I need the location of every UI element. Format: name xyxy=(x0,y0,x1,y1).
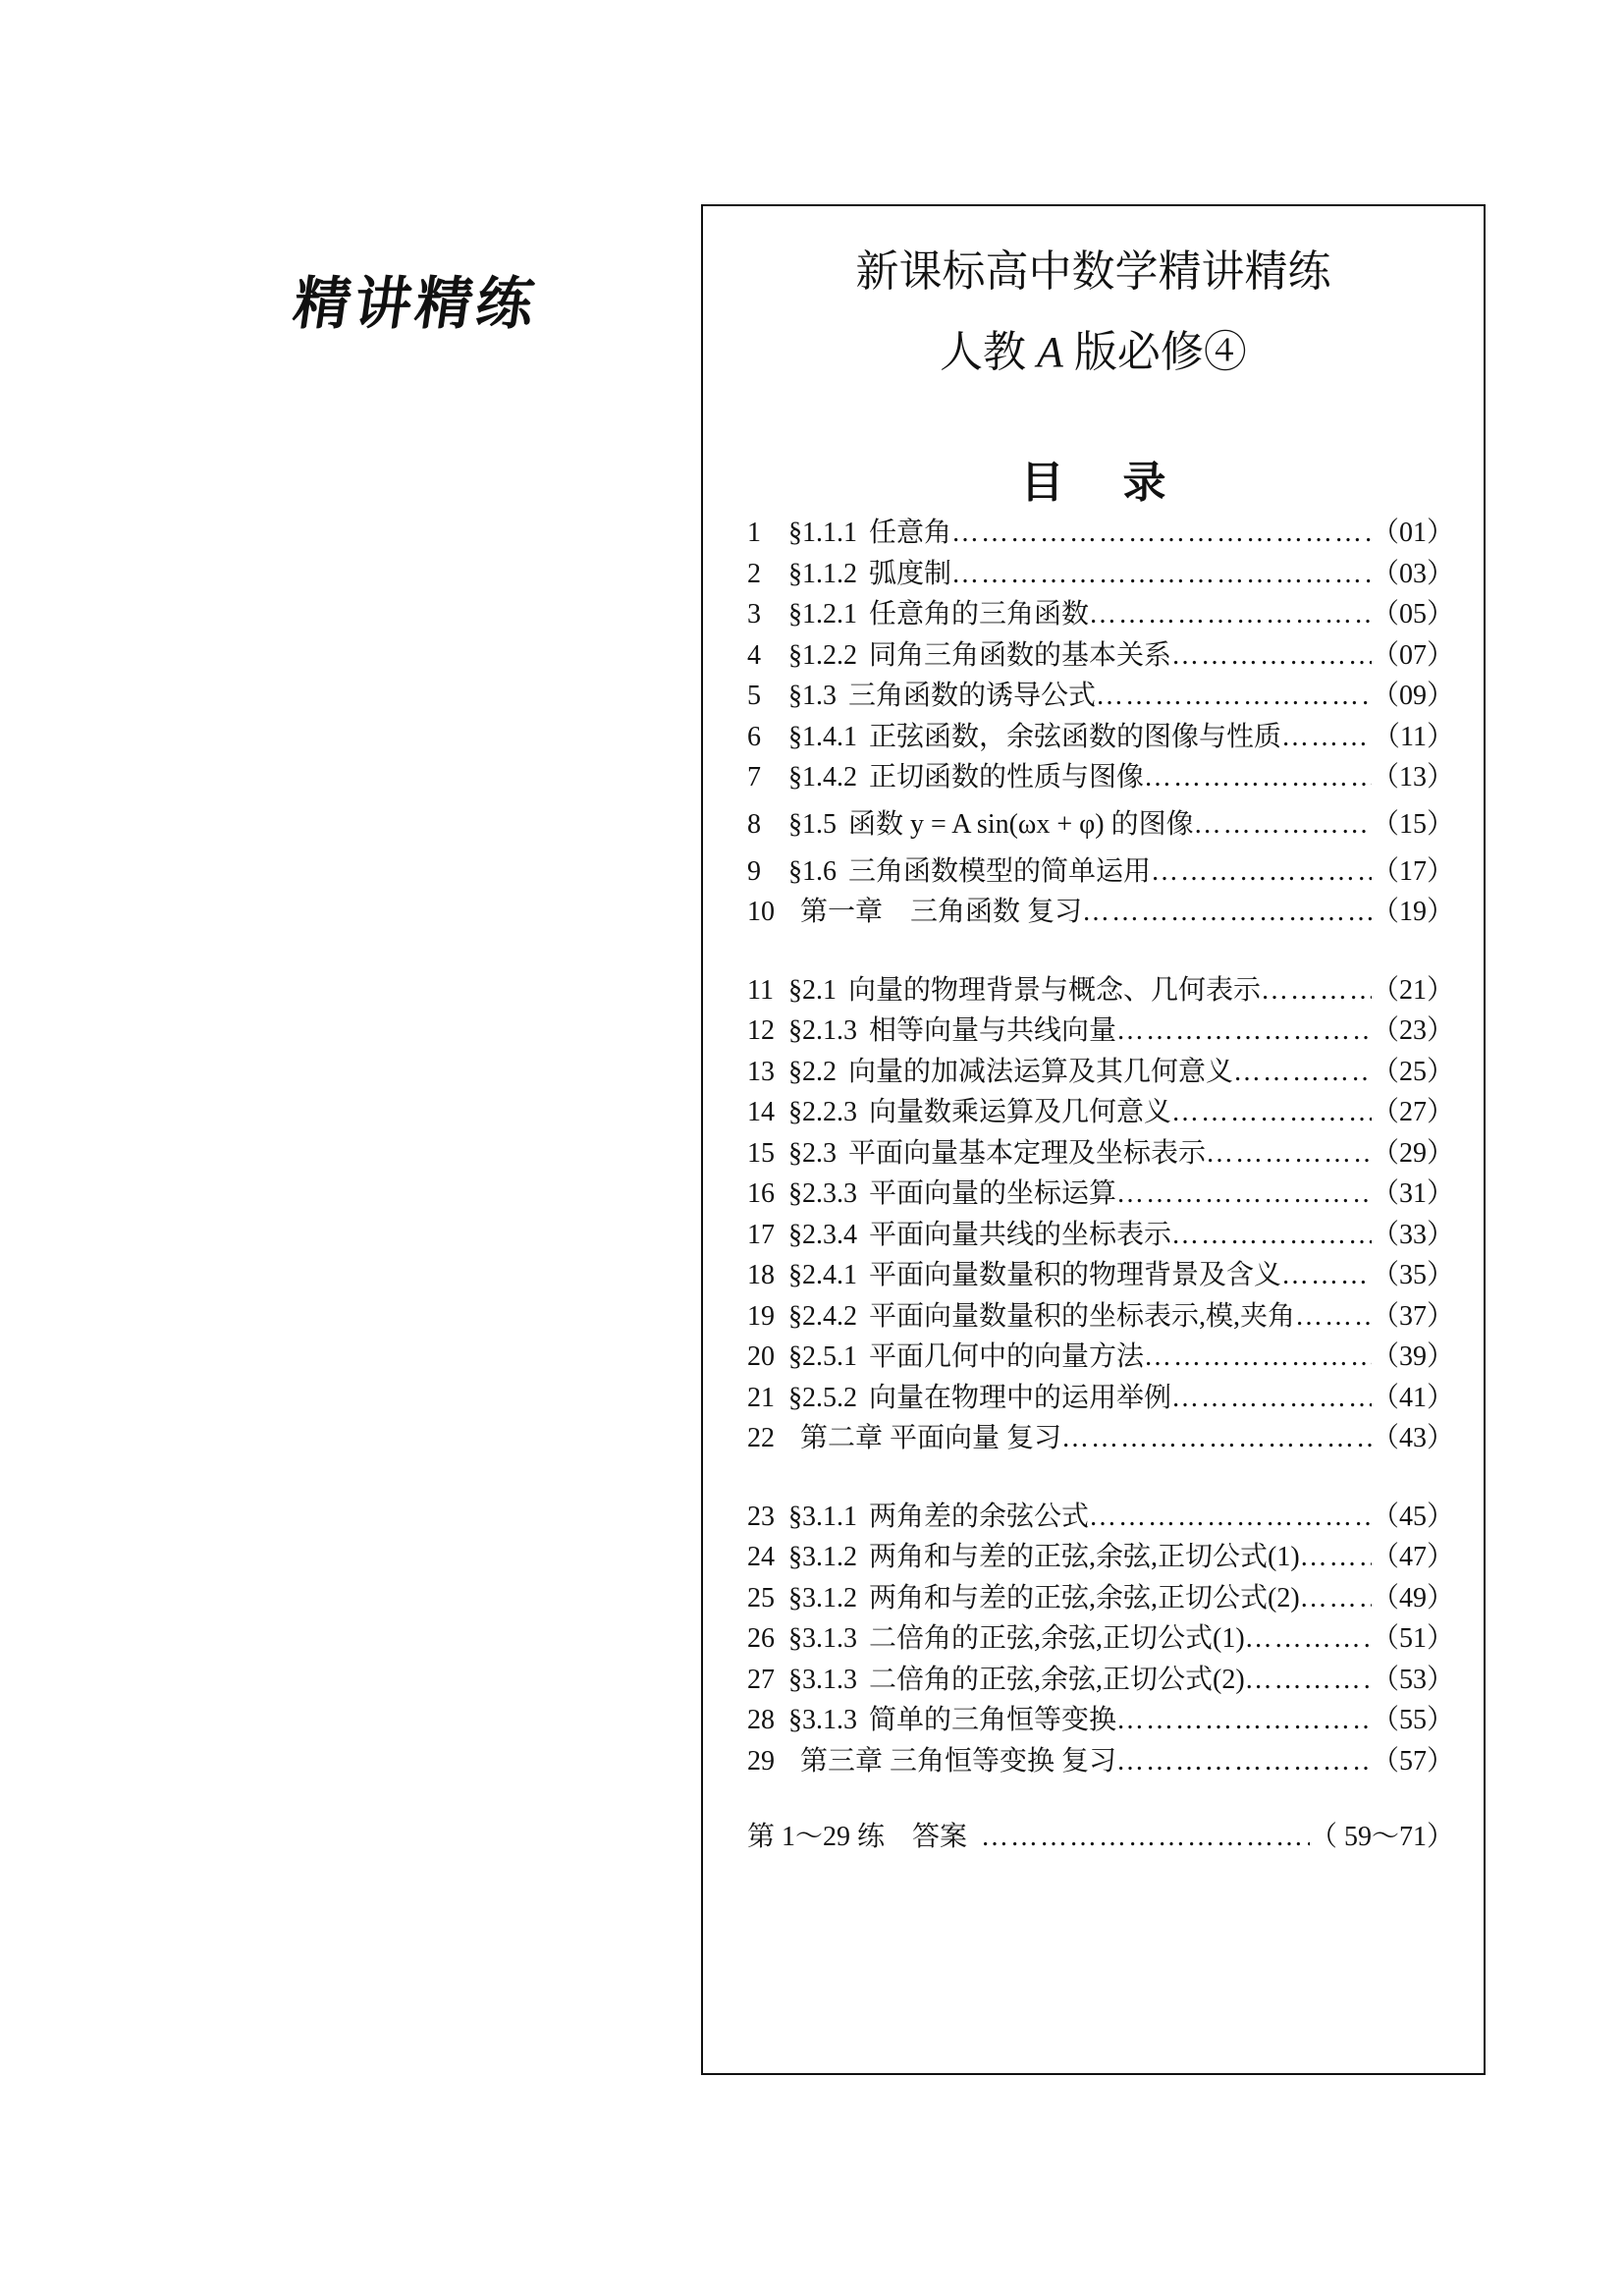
subtitle-prefix: 人教 xyxy=(940,328,1027,376)
entry-number: 26 xyxy=(747,1623,775,1654)
page-number: （05） xyxy=(1371,599,1454,629)
section-number: §2.3 xyxy=(788,1137,837,1169)
entry-title: 弧度制 xyxy=(869,558,952,589)
entry-title: 第三章 三角恒等变换 复习 xyxy=(800,1745,1117,1777)
toc-entry[interactable] xyxy=(747,1174,1454,1215)
leader-dots xyxy=(1171,1092,1372,1133)
leader-dots xyxy=(1295,1296,1372,1338)
section-number: §2.1 xyxy=(788,974,837,1006)
page-number: （41） xyxy=(1371,1382,1454,1413)
entry-title: 向量数乘运算及几何意义 xyxy=(869,1097,1172,1127)
entry-title: 平面几何中的向量方法 xyxy=(869,1341,1145,1372)
entry-title: 任意角 xyxy=(869,518,952,548)
entry-number: 17 xyxy=(747,1219,775,1250)
entry-title: 任意角的三角函数 xyxy=(869,599,1090,629)
chapter-spacer xyxy=(747,933,1454,970)
leader-dots xyxy=(1206,1133,1372,1175)
answers-label: 第 1～29 练 答案 xyxy=(747,1822,968,1852)
section-number: §3.1.3 xyxy=(788,1623,857,1654)
page-number: （35） xyxy=(1371,1260,1454,1290)
entry-title: 三角函数模型的简单运用 xyxy=(848,855,1152,887)
toc-entry[interactable] xyxy=(747,1741,1454,1782)
leader-dots xyxy=(1281,1255,1372,1296)
page-number: （09） xyxy=(1371,681,1454,711)
section-number: §2.3.3 xyxy=(788,1178,857,1209)
page-number: （49） xyxy=(1371,1582,1454,1613)
entry-title: 平面向量数量积的坐标表示,模,夹角 xyxy=(869,1300,1296,1332)
entry-number: 7 xyxy=(747,762,761,793)
section-number: §2.4.1 xyxy=(788,1260,857,1290)
page-number: （55） xyxy=(1371,1705,1454,1735)
page-number: （53） xyxy=(1371,1664,1454,1695)
toc-entry[interactable] xyxy=(747,594,1454,635)
entry-title: 正弦函数，余弦函数的图像与性质 xyxy=(869,721,1282,752)
toc-entry[interactable] xyxy=(747,1215,1454,1256)
toc-entry[interactable] xyxy=(747,1418,1454,1459)
section-number: §3.1.2 xyxy=(788,1582,857,1613)
leader-dots xyxy=(1171,635,1372,677)
section-number: §1.4.2 xyxy=(788,762,857,793)
entry-number: 11 xyxy=(747,974,774,1006)
page-number: （37） xyxy=(1371,1300,1454,1332)
leader-dots xyxy=(1096,676,1372,717)
page-number: （57） xyxy=(1371,1745,1454,1777)
section-number: §1.1.1 xyxy=(788,518,857,548)
entry-number: 15 xyxy=(747,1137,775,1169)
page-number: （47） xyxy=(1371,1542,1454,1572)
toc-entry[interactable] xyxy=(747,1296,1454,1338)
entry-title: 三角函数的诱导公式 xyxy=(848,681,1097,711)
entry-title: 向量的物理背景与概念、几何表示 xyxy=(848,974,1262,1006)
entry-number: 18 xyxy=(747,1260,775,1290)
entry-number: 29 xyxy=(747,1745,775,1777)
toc-entry[interactable] xyxy=(747,1700,1454,1741)
toc-entry[interactable] xyxy=(747,1255,1454,1296)
toc-entry[interactable] xyxy=(747,717,1454,758)
toc-entry[interactable] xyxy=(747,1092,1454,1133)
page-number: （25） xyxy=(1371,1056,1454,1087)
leader-dots xyxy=(1116,1011,1372,1052)
section-number: §1.2.1 xyxy=(788,599,857,629)
entry-title: 两角和与差的正弦,余弦,正切公式(1) xyxy=(869,1542,1300,1572)
section-number: §1.5 xyxy=(788,808,837,840)
table-of-contents xyxy=(747,513,1454,1781)
page-number: （13） xyxy=(1371,762,1454,793)
entry-title: 函数 y = A sin(ωx + φ) 的图像 xyxy=(848,808,1194,840)
section-number: §2.2 xyxy=(788,1056,837,1087)
entry-title: 同角三角函数的基本关系 xyxy=(869,639,1172,671)
subtitle-edition: A xyxy=(1037,328,1063,376)
entry-number: 21 xyxy=(747,1382,775,1413)
page-number: （43） xyxy=(1371,1423,1454,1453)
leader-dots xyxy=(1116,1700,1372,1741)
entry-title: 简单的三角恒等变换 xyxy=(869,1705,1117,1735)
page-number: （01） xyxy=(1371,518,1454,548)
toc-entry[interactable] xyxy=(747,635,1454,677)
toc-entry[interactable] xyxy=(747,892,1454,933)
section-number: §3.1.3 xyxy=(788,1664,857,1695)
leader-dots xyxy=(1089,1497,1372,1538)
section-number: §1.6 xyxy=(788,855,837,887)
entry-title: 平面向量基本定理及坐标表示 xyxy=(848,1137,1207,1169)
entry-number: 4 xyxy=(747,639,761,671)
subtitle-suffix: 版必修④ xyxy=(1073,328,1247,376)
leader-dots xyxy=(1144,1337,1372,1378)
leader-dots xyxy=(1245,1660,1372,1701)
page-number: （31） xyxy=(1371,1178,1454,1209)
toc-entry[interactable] xyxy=(747,970,1454,1011)
section-number: §2.3.4 xyxy=(788,1219,857,1250)
toc-entry[interactable] xyxy=(747,1660,1454,1701)
entry-number: 12 xyxy=(747,1015,775,1046)
entry-title: 正切函数的性质与图像 xyxy=(869,762,1145,793)
entry-number: 10 xyxy=(747,897,775,927)
entry-number: 28 xyxy=(747,1705,775,1735)
entry-number: 22 xyxy=(747,1423,775,1453)
toc-entry[interactable] xyxy=(747,554,1454,595)
section-number: §2.2.3 xyxy=(788,1097,857,1127)
page-number: （33） xyxy=(1371,1219,1454,1250)
section-number: §1.2.2 xyxy=(788,639,857,671)
entry-title: 第二章 平面向量 复习 xyxy=(800,1423,1062,1453)
entry-number: 5 xyxy=(747,681,761,711)
toc-entry[interactable] xyxy=(747,851,1454,893)
page-number: （19） xyxy=(1371,897,1454,927)
entry-title: 二倍角的正弦,余弦,正切公式(2) xyxy=(869,1664,1245,1695)
page-number: （17） xyxy=(1371,855,1454,887)
toc-entry[interactable] xyxy=(747,1618,1454,1660)
entry-title: 二倍角的正弦,余弦,正切公式(1) xyxy=(869,1623,1245,1654)
answers-page: （ 59～71） xyxy=(1309,1822,1454,1852)
entry-number: 8 xyxy=(747,808,761,840)
leader-dots xyxy=(1116,1741,1372,1782)
page-number: （39） xyxy=(1371,1341,1454,1372)
entry-number: 24 xyxy=(747,1542,775,1572)
entry-title: 相等向量与共线向量 xyxy=(869,1015,1117,1046)
toc-entry[interactable] xyxy=(747,1337,1454,1378)
entry-title: 平面向量的坐标运算 xyxy=(869,1178,1117,1209)
leader-dots xyxy=(981,1817,1310,1858)
section-number: §2.1.3 xyxy=(788,1015,857,1046)
leader-dots xyxy=(1300,1537,1372,1578)
entry-title: 向量在物理中的运用举例 xyxy=(869,1382,1172,1413)
page-number: （45） xyxy=(1371,1501,1454,1532)
entry-title: 平面向量共线的坐标表示 xyxy=(869,1219,1172,1250)
leader-dots xyxy=(1245,1618,1372,1660)
toc-entry[interactable] xyxy=(747,1052,1454,1093)
section-number: §2.4.2 xyxy=(788,1300,857,1332)
entry-number: 27 xyxy=(747,1664,775,1695)
toc-entry[interactable] xyxy=(747,1497,1454,1538)
entry-number: 2 xyxy=(747,558,761,589)
section-number: §3.1.1 xyxy=(788,1501,857,1532)
section-number: §1.1.2 xyxy=(788,558,857,589)
entry-number: 16 xyxy=(747,1178,775,1209)
page-number: （51） xyxy=(1371,1623,1454,1654)
section-number: §1.4.1 xyxy=(788,721,857,752)
leader-dots xyxy=(1171,1215,1372,1256)
page-number: （15） xyxy=(1371,808,1454,840)
entry-number: 20 xyxy=(747,1341,775,1372)
entry-number: 13 xyxy=(747,1056,775,1087)
leader-dots xyxy=(1116,1174,1372,1215)
book-subtitle xyxy=(703,316,1484,379)
leader-dots xyxy=(1144,757,1372,798)
entry-number: 19 xyxy=(747,1300,775,1332)
entry-number: 3 xyxy=(747,599,761,629)
page-number: （23） xyxy=(1371,1015,1454,1046)
toc-entry[interactable] xyxy=(747,1578,1454,1619)
entry-number: 1 xyxy=(747,518,761,548)
entry-number: 6 xyxy=(747,721,761,752)
page-number: （07） xyxy=(1371,639,1454,671)
entry-title: 两角和与差的正弦,余弦,正切公式(2) xyxy=(869,1582,1300,1613)
toc-entry[interactable] xyxy=(747,676,1454,717)
leader-dots xyxy=(1300,1578,1372,1619)
section-number: §2.5.2 xyxy=(788,1382,857,1413)
entry-title: 两角差的余弦公式 xyxy=(869,1501,1090,1532)
page-number: （11） xyxy=(1373,721,1454,752)
page-number: （27） xyxy=(1371,1097,1454,1127)
page-number: （29） xyxy=(1371,1137,1454,1169)
toc-entry[interactable] xyxy=(747,1378,1454,1419)
chapter-spacer xyxy=(747,1459,1454,1497)
section-number: §2.5.1 xyxy=(788,1341,857,1372)
leader-dots xyxy=(1061,1418,1372,1459)
toc-heading: 目录 xyxy=(1020,458,1225,508)
toc-entry[interactable] xyxy=(747,1133,1454,1175)
section-number: §3.1.2 xyxy=(788,1542,857,1572)
toc-entry[interactable] xyxy=(747,513,1454,554)
entry-number: 25 xyxy=(747,1582,775,1613)
toc-entry[interactable] xyxy=(747,757,1454,798)
entry-title: 向量的加减法运算及其几何意义 xyxy=(848,1056,1234,1087)
entry-number: 23 xyxy=(747,1501,775,1532)
section-number: §3.1.3 xyxy=(788,1705,857,1735)
leader-dots xyxy=(1171,1378,1372,1419)
leader-dots xyxy=(951,513,1372,554)
leader-dots xyxy=(1261,970,1372,1011)
leader-dots xyxy=(1082,892,1372,933)
leader-dots xyxy=(1281,717,1373,758)
entry-title: 平面向量数量积的物理背景及含义 xyxy=(869,1260,1282,1290)
leader-dots xyxy=(1089,594,1372,635)
page-number: （03） xyxy=(1371,558,1454,589)
leader-dots xyxy=(1194,798,1372,851)
leader-dots xyxy=(1151,851,1372,893)
toc-frame xyxy=(701,204,1486,2075)
entry-title: 第一章 三角函数 复习 xyxy=(800,897,1083,927)
entry-number: 9 xyxy=(747,855,761,887)
answers-entry[interactable] xyxy=(747,1817,1454,1858)
toc-entry[interactable] xyxy=(747,1537,1454,1578)
leader-dots xyxy=(1233,1052,1372,1093)
toc-entry[interactable] xyxy=(747,798,1454,851)
book-title: 新课标高中数学精讲精练 xyxy=(855,247,1331,296)
page-number: （21） xyxy=(1371,974,1454,1006)
toc-entry[interactable] xyxy=(747,1011,1454,1052)
section-number: §1.3 xyxy=(788,681,837,711)
leader-dots xyxy=(951,554,1372,595)
brand-logo-text: 精讲精练 xyxy=(289,270,543,337)
entry-number: 14 xyxy=(747,1097,775,1127)
